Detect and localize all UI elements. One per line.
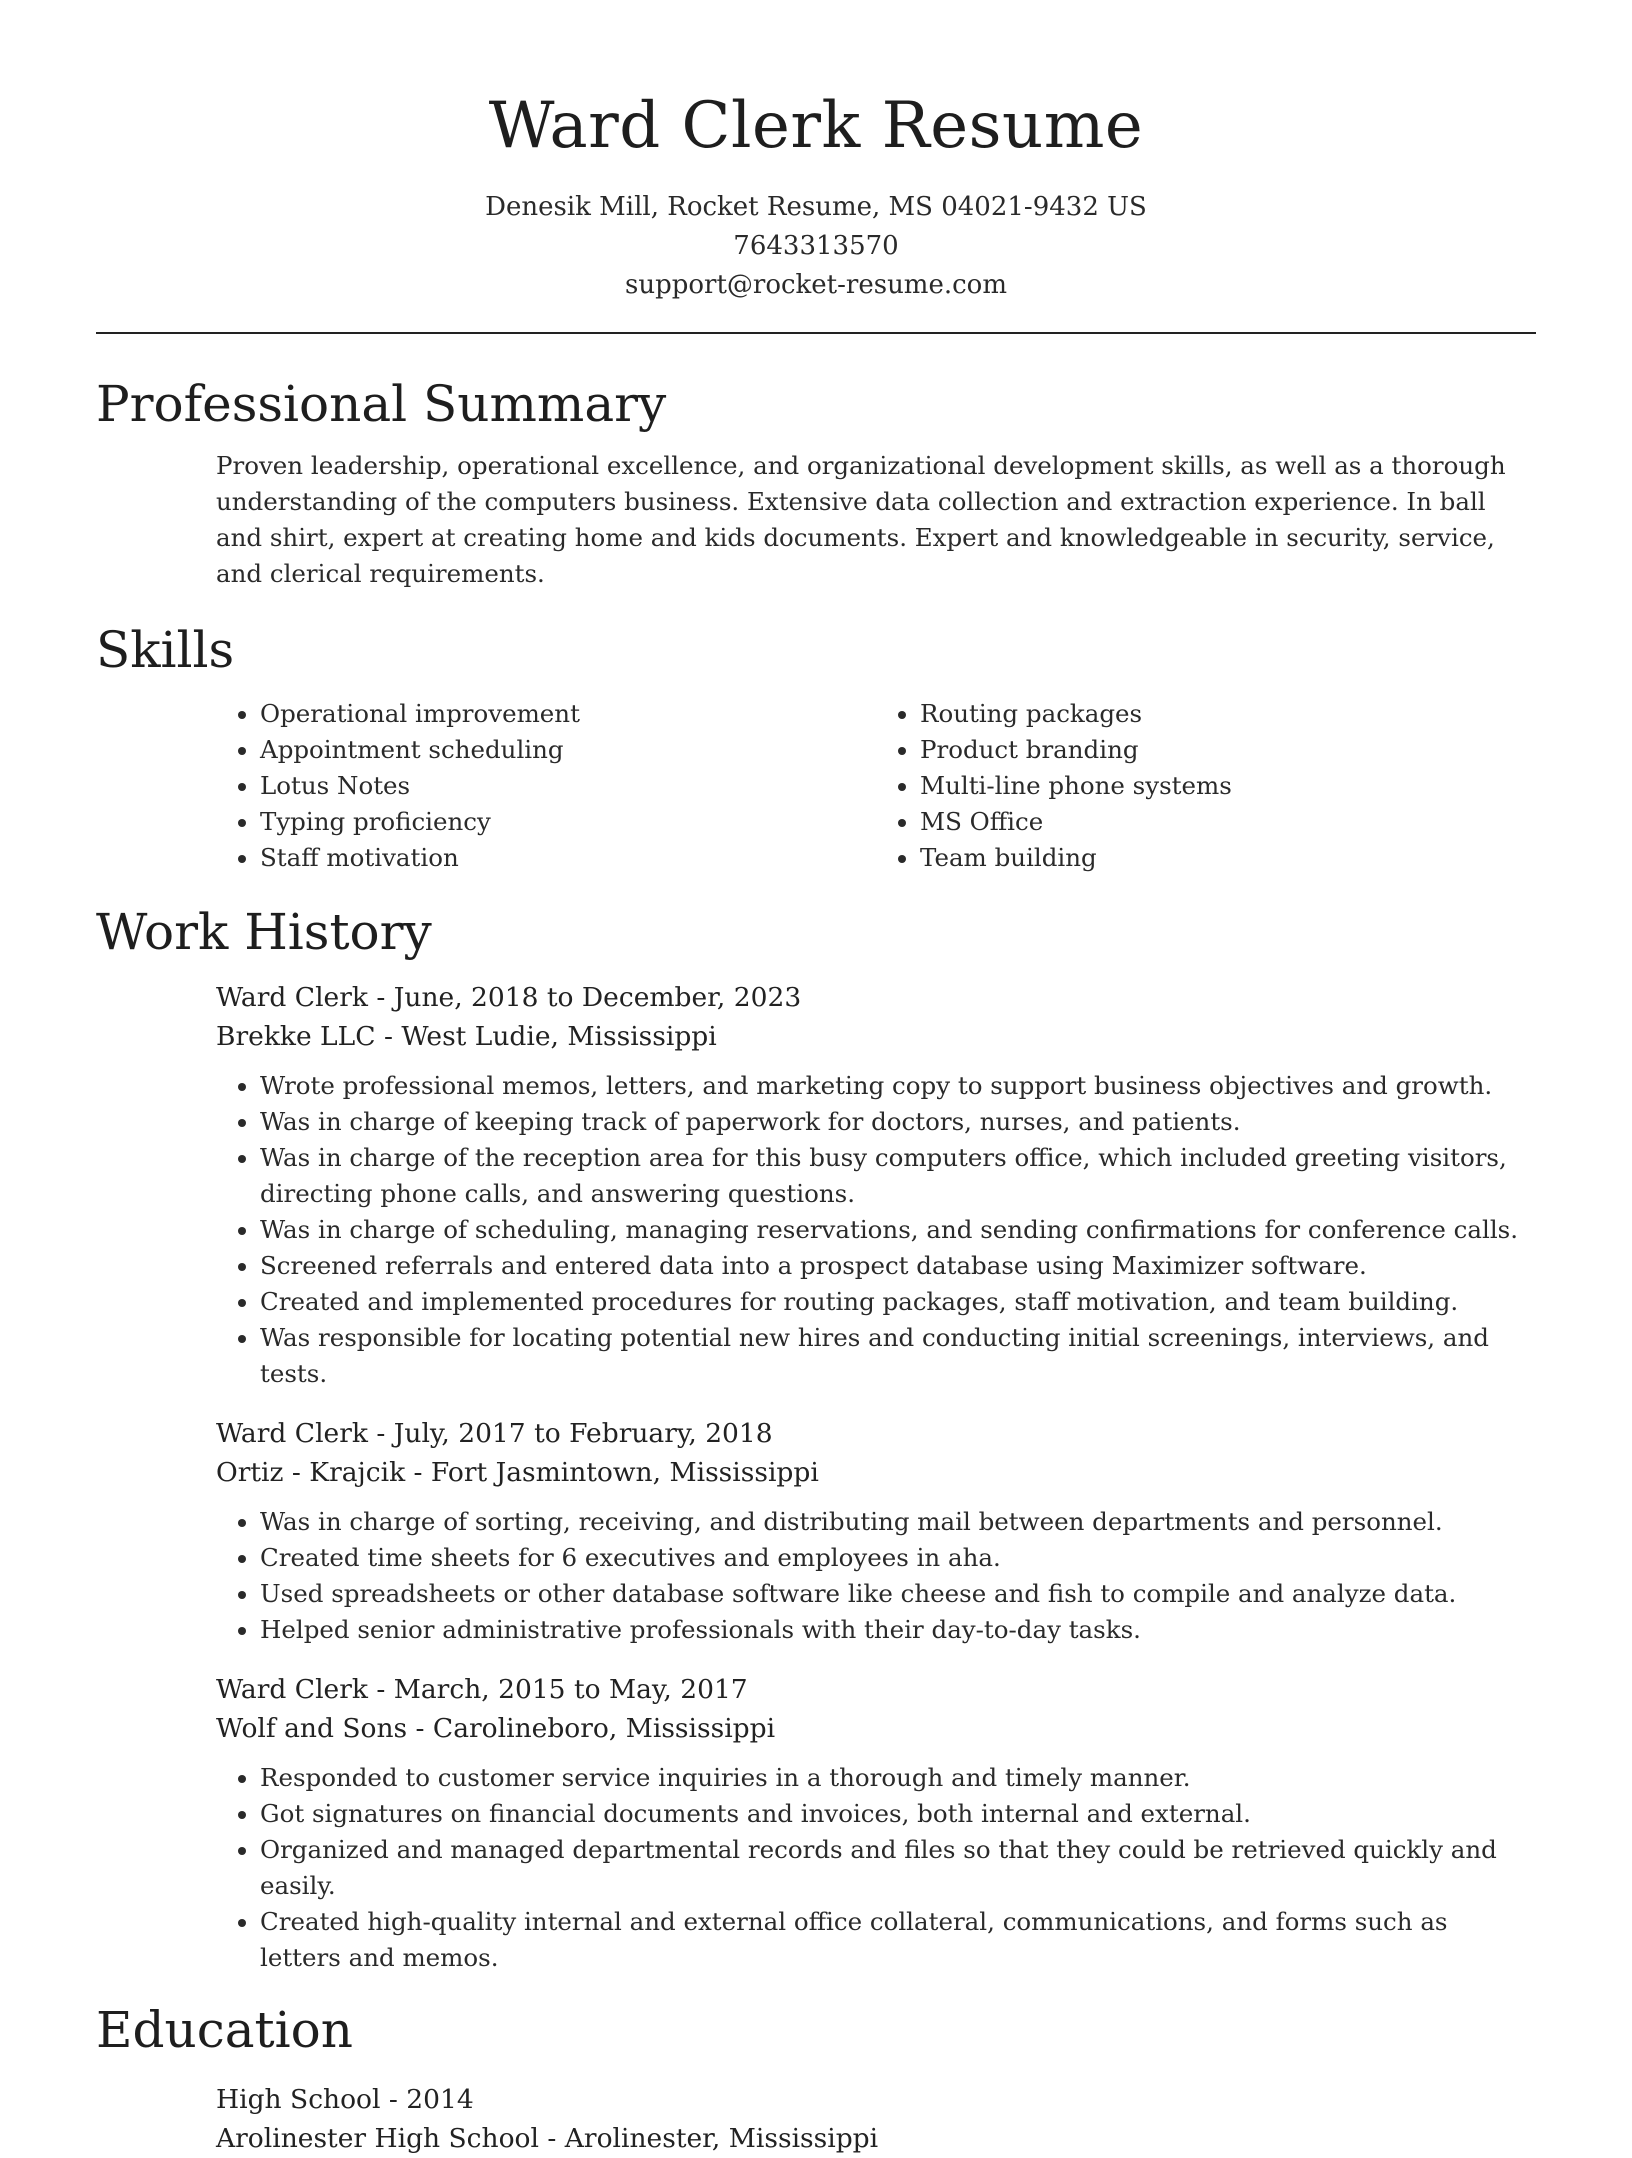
job-company: Brekke LLC - West Ludie, Mississippi: [216, 1021, 717, 1052]
job-entry: [216, 978, 1536, 1392]
job-bullet: • Was in charge of scheduling, managing reservations, and sending confirmations for conference calls.: [260, 1212, 1536, 1248]
skill-item: • Typing proficiency: [260, 804, 876, 840]
job-bullet: • Created and implemented procedures for routing packages, staff motivation, and team building.: [260, 1284, 1536, 1320]
education-heading: Education: [96, 2001, 353, 2059]
job-bullet: • Was in charge of sorting, receiving, and distributing mail between departments and personnel.: [260, 1504, 1536, 1540]
job-bullet: • Wrote professional memos, letters, and marketing copy to support business objectives and growth.: [260, 1068, 1536, 1104]
skills-column-right: [876, 696, 1536, 876]
job-bullet: • Helped senior administrative professionals with their day-to-day tasks.: [260, 1612, 1536, 1648]
resume-title: Ward Clerk Resume: [488, 89, 1144, 163]
skill-item: • Operational improvement: [260, 696, 876, 732]
job-role-dates: Ward Clerk - March, 2015 to May, 2017: [216, 1674, 748, 1705]
skills-section: [96, 618, 1536, 876]
contact-address: Denesik Mill, Rocket Resume, MS 04021-9432 US: [485, 192, 1147, 222]
header-divider: [96, 332, 1536, 334]
education-section: [96, 1998, 1536, 2158]
job-bullets: [216, 1760, 1536, 1976]
job-role-dates: Ward Clerk - July, 2017 to February, 2018: [216, 1418, 773, 1449]
job-role-dates: Ward Clerk - June, 2018 to December, 2023: [216, 982, 802, 1013]
job-bullet: • Was responsible for locating potential new hires and conducting initial screenings, interviews, and tests.: [260, 1320, 1536, 1392]
summary-text: Proven leadership, operational excellence, and organizational development skills, as well as a thorough understanding of the computers business. Extensive data collection and extraction experience. In ball and shirt, expert at creating home and kids documents. Expert and knowledgeable in security, service, and clerical requirements.: [216, 451, 1506, 588]
contact-email: support@rocket-resume.com: [624, 270, 1007, 300]
contact-phone: 7643313570: [733, 231, 899, 261]
job-bullet: • Organized and managed departmental records and files so that they could be retrieved quickly and easily.: [260, 1832, 1536, 1904]
skill-item: • Multi-line phone systems: [920, 768, 1536, 804]
skill-item: • Appointment scheduling: [260, 732, 876, 768]
skills-column-left: [216, 696, 876, 876]
contact-info: [96, 188, 1536, 305]
resume-page: [96, 0, 1536, 2158]
summary-heading: Professional Summary: [96, 375, 667, 433]
resume-header: [96, 0, 1536, 305]
skill-item: • Staff motivation: [260, 840, 876, 876]
job-bullet: • Responded to customer service inquiries in a thorough and timely manner.: [260, 1760, 1536, 1796]
skills-grid: [216, 696, 1536, 876]
job-bullet: • Created high-quality internal and external office collateral, communications, and forms such as letters and memos.: [260, 1904, 1536, 1976]
skills-heading: Skills: [96, 621, 235, 679]
skill-item: • Team building: [920, 840, 1536, 876]
job-bullets: [216, 1068, 1536, 1392]
job-bullet: • Screened referrals and entered data into a prospect database using Maximizer software.: [260, 1248, 1536, 1284]
summary-section: [96, 372, 1536, 592]
job-bullet: • Was in charge of keeping track of paperwork for doctors, nurses, and patients.: [260, 1104, 1536, 1140]
education-school: Arolinester High School - Arolinester, Mississippi: [216, 2123, 879, 2154]
education-degree-year: High School - 2014: [216, 2084, 474, 2115]
job-company: Wolf and Sons - Carolineboro, Mississippi: [216, 1713, 776, 1744]
skill-item: • MS Office: [920, 804, 1536, 840]
skill-item: • Product branding: [920, 732, 1536, 768]
work-history-heading: Work History: [96, 903, 432, 961]
education-entry: [216, 2080, 1536, 2158]
skill-item: • Lotus Notes: [260, 768, 876, 804]
job-bullets: [216, 1504, 1536, 1648]
skill-item: • Routing packages: [920, 696, 1536, 732]
job-bullet: • Was in charge of the reception area for this busy computers office, which included greeting visitors, directing phone calls, and answering questions.: [260, 1140, 1536, 1212]
job-entry: [216, 1414, 1536, 1648]
job-bullet: • Got signatures on financial documents and invoices, both internal and external.: [260, 1796, 1536, 1832]
job-bullet: • Created time sheets for 6 executives and employees in aha.: [260, 1540, 1536, 1576]
work-history-section: [96, 900, 1536, 1976]
job-company: Ortiz - Krajcik - Fort Jasmintown, Mississippi: [216, 1457, 819, 1488]
job-entry: [216, 1670, 1536, 1976]
job-bullet: • Used spreadsheets or other database software like cheese and fish to compile and analyze data.: [260, 1576, 1536, 1612]
